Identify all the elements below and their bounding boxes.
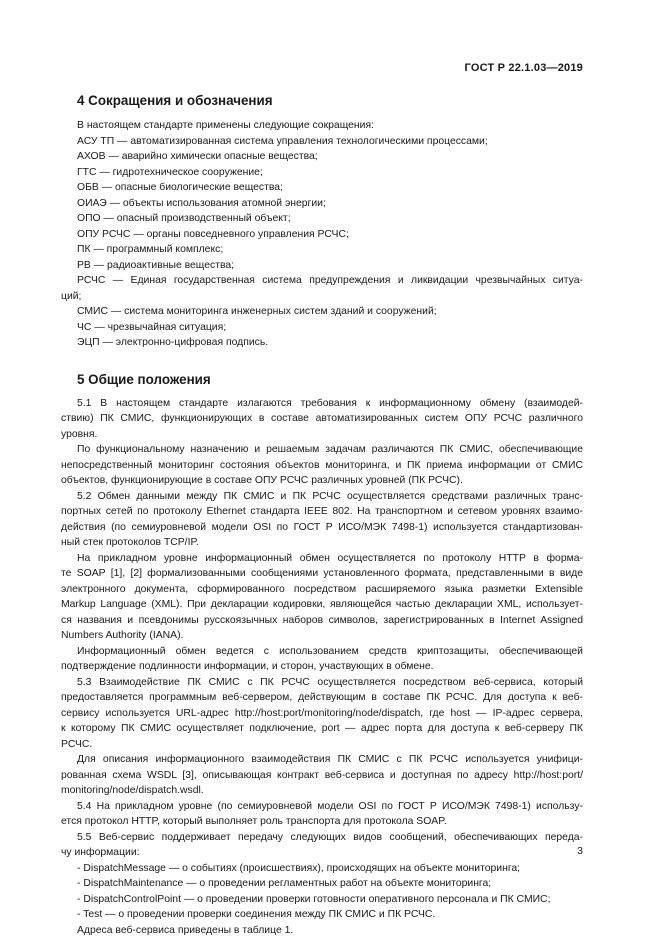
paragraph [61,675,583,753]
paragraph-line: предоставляется программным веб-сервером, действующим в составе ПК РСЧС. Для доступа к веб- [61,690,583,706]
abbreviation-item-line: РВ — радиоактивные вещества; [61,258,583,274]
paragraph-line: Numbers Authority (IANA). [61,628,583,644]
paragraph-line: ется протокол HTTP, который выполняет роль транспорта для протокола SOAP. [61,814,583,830]
paragraph-line: непосредственный мониторинг состояния объектов мониторинга, и ПК приема информации от СМИС [61,458,583,474]
paragraph-line: сервису используется URL-адрес http://host:port/monitoring/node/dispatch, где host — IP-адрес сервера, [61,706,583,722]
section-4-heading: 4 Сокращения и обозначения [61,92,583,110]
paragraph-line: действия (по семиуровневой модели OSI по ГОСТ Р ИСО/МЭК 7498-1) используется стандартизован- [61,520,583,536]
paragraph [61,830,583,861]
paragraph [61,442,583,489]
paragraph-line: 5.5 Веб-сервис поддерживает передачу следующих видов сообщений, обеспечивающих переда- [61,830,583,846]
abbreviation-item [61,320,583,336]
abbreviation-item [61,134,583,150]
abbreviation-item [61,196,583,212]
paragraph-line: портных сетей по протоколу Ethernet стандарта IEEE 802. На транспортном и сетевом уровнях взаимо- [61,504,583,520]
paragraph-line: Для описания информационного взаимодействия ПК СМИС с ПК РСЧС используется унифици- [61,752,583,768]
paragraph-line: На прикладном уровне информационный обмен осуществляется по протоколу HTTP в форма- [61,551,583,567]
abbreviation-item-line: РСЧС — Единая государственная система предупреждения и ликвидации чрезвычайных ситуа- [61,273,583,289]
message-type-item: - DispatchMaintenance — о проведении регламентных работ на объекте мониторинга; [61,876,583,892]
section-4-intro: В настоящем стандарте применены следующие сокращения: [61,118,583,134]
paragraph [61,799,583,830]
paragraph-line: ся названия и псевдонимы русскоязычных наборов символов, зарегистрированных в Internet Assigned [61,613,583,629]
abbreviation-item [61,149,583,165]
message-type-list [61,861,583,923]
paragraph-line: Markup Language (XML). При декларации кодировки, являющейся частью декларации XML, использует- [61,597,583,613]
abbreviation-item-line: ЭЦП — электронно-цифровая подпись. [61,335,583,351]
paragraph-line: те SOAP [1], [2] формализованными сообщениями установленного формата, представленными в виде [61,566,583,582]
section-5-heading: 5 Общие положения [61,371,583,389]
abbreviation-item-line: ций; [61,289,583,305]
paragraph-line: подтверждение подлинности информации, и сторон, участвующих в обмене. [61,659,583,675]
abbreviation-item [61,211,583,227]
paragraph-line: monitoring/node/dispatch.wsdl. [61,783,583,799]
paragraph-line: чу информации: [61,845,583,861]
abbreviation-item-line: ГТС — гидротехническое сооружение; [61,165,583,181]
abbreviation-item [61,227,583,243]
paragraph-line: электронного документа, сформированного посредством расширяемого языка разметки Extensible [61,582,583,598]
paragraph-line: 5.2 Обмен данными между ПК СМИС и ПК РСЧС осуществляется средствами различных транс- [61,489,583,505]
paragraph-line: уровня. [61,427,583,443]
abbreviation-item-line: ПК — программный комплекс; [61,242,583,258]
paragraph [61,644,583,675]
abbreviation-item-line: ОПУ РСЧС — органы повседневного управления РСЧС; [61,227,583,243]
abbreviation-item [61,165,583,181]
paragraph [61,551,583,644]
abbreviation-list [61,134,583,351]
abbreviation-item [61,304,583,320]
paragraph-line: 5.1 В настоящем стандарте излагаются требования к информационному обмену (взаимодей- [61,396,583,412]
paragraph [61,396,583,443]
document-code: ГОСТ Р 22.1.03—2019 [465,62,583,74]
abbreviation-item-line: СМИС — система мониторинга инженерных систем зданий и сооружений; [61,304,583,320]
paragraph-line: ствию) ПК СМИС, функционирующих в составе автоматизированных систем ОПУ РСЧС различного [61,411,583,427]
paragraph [61,752,583,799]
abbreviation-item-line: ОИАЭ — объекты использования атомной энергии; [61,196,583,212]
message-type-item: - DispatchMessage — о событиях (происшествиях), происходящих на объекте мониторинга; [61,861,583,877]
page-number: 3 [577,845,583,857]
paragraph-line: 5.4 На прикладном уровне (по семиуровневой модели OSI по ГОСТ Р ИСО/МЭК 7498-1) использу- [61,799,583,815]
abbreviation-item [61,335,583,351]
page-content [61,86,583,938]
paragraph-line: Информационный обмен ведется с использованием средств криптозащиты, обеспечивающей [61,644,583,660]
section-5-body [61,396,583,861]
abbreviation-item [61,242,583,258]
closing-sentence: Адреса веб-сервиса приведены в таблице 1. [61,923,583,938]
abbreviation-item-line: АХОВ — аварийно химически опасные вещества; [61,149,583,165]
abbreviation-item-line: ОПО — опасный производственный объект; [61,211,583,227]
paragraph-line: 5.3 Взаимодействие ПК СМИС с ПК РСЧС осуществляется посредством веб-сервиса, который [61,675,583,691]
paragraph-line: По функциональному назначению и решаемым задачам различаются ПК СМИС, обеспечивающие [61,442,583,458]
paragraph [61,489,583,551]
abbreviation-item [61,273,583,304]
paragraph-line: ный стек протоколов TCP/IP. [61,535,583,551]
paragraph-line: к которому ПК СМИС осуществляет подключение, port — адрес порта для доступа к веб-серверу ПК [61,721,583,737]
message-type-item: - Test — о проведении проверки соединения между ПК СМИС и ПК РСЧС. [61,907,583,923]
abbreviation-item [61,180,583,196]
paragraph-line: РСЧС. [61,737,583,753]
paragraph-line: рованная схема WSDL [3], описывающая контракт веб-сервиса и доступная по адресу http://host:port/ [61,768,583,784]
abbreviation-item-line: ОБВ — опасные биологические вещества; [61,180,583,196]
message-type-item: - DispatchControlPoint — о проведении проверки готовности оперативного персонала и ПК СМИС; [61,892,583,908]
paragraph-line: объектов, функционирующие в составе ОПУ РСЧС различных уровней (ПК РСЧС). [61,473,583,489]
abbreviation-item [61,258,583,274]
abbreviation-item-line: АСУ ТП — автоматизированная система управления технологическими процессами; [61,134,583,150]
abbreviation-item-line: ЧС — чрезвычайная ситуация; [61,320,583,336]
